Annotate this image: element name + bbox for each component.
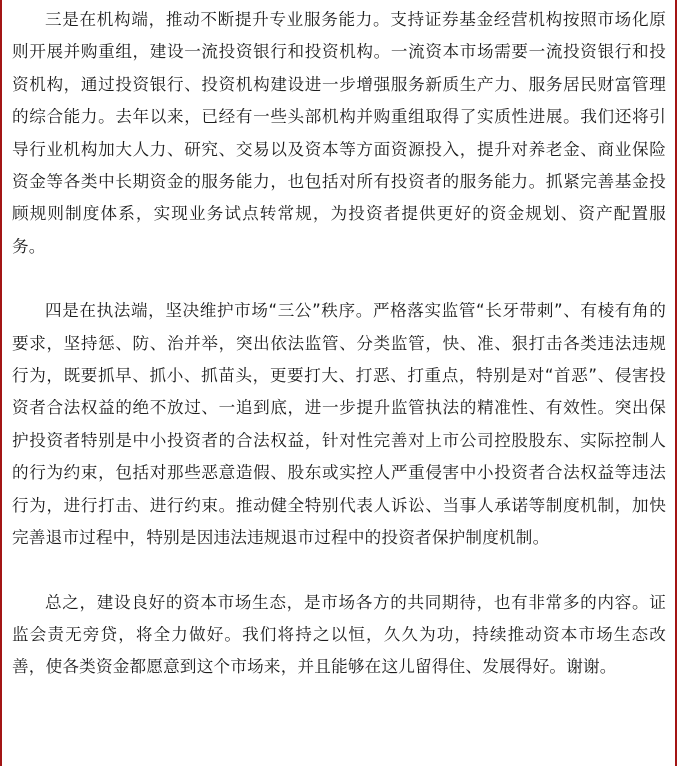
article-body	[12, 4, 666, 684]
paragraph-enforcement-end: 四是在执法端，坚决维护市场“三公”秩序。严格落实监管“长牙带刺”、有棱有角的要求，坚持惩、防、治并举，突出依法监管、分类监管，快、准、狠打击各类违法违规行为，既要抓早、抓小、抓苗头，更要打大、打恶、打重点，特别是对“首恶”、侵害投资者合法权益的绝不放过、一追到底，进一步提升监管执法的精准性、有效性。突出保护投资者特别是中小投资者的合法权益，针对性完善对上市公司控股股东、实际控制人的行为约束，包括对那些恶意造假、股东或实控人严重侵害中小投资者合法权益等违法行为，进行打击、进行约束。推动健全特别代表人诉讼、当事人承诺等制度机制，加快完善退市过程中，特别是因违法违规退市过程中的投资者保护制度机制。	[12, 301, 666, 548]
paragraph-conclusion: 总之，建设良好的资本市场生态，是市场各方的共同期待，也有非常多的内容。证监会责无旁贷，将全力做好。我们将持之以恒，久久为功，持续推动资本市场生态改善，使各类资金都愿意到这个市场来，并且能够在这儿留得住、发展得好。谢谢。	[12, 592, 666, 677]
paragraph-institution-end: 三是在机构端，推动不断提升专业服务能力。支持证券基金经营机构按照市场化原则开展并购重组，建设一流投资银行和投资机构。一流资本市场需要一流投资银行和投资机构，通过投资银行、投资机构建设进一步增强服务新质生产力、服务居民财富管理的综合能力。去年以来，已经有一些头部机构并购重组取得了实质性进展。我们还将引导行业机构加大人力、研究、交易以及资本等方面资源投入，提升对养老金、商业保险资金等各类中长期资金的服务能力，也包括对所有投资者的服务能力。抓紧完善基金投顾规则制度体系，实现业务试点转常规，为投资者提供更好的资金规划、资产配置服务。	[12, 10, 666, 256]
